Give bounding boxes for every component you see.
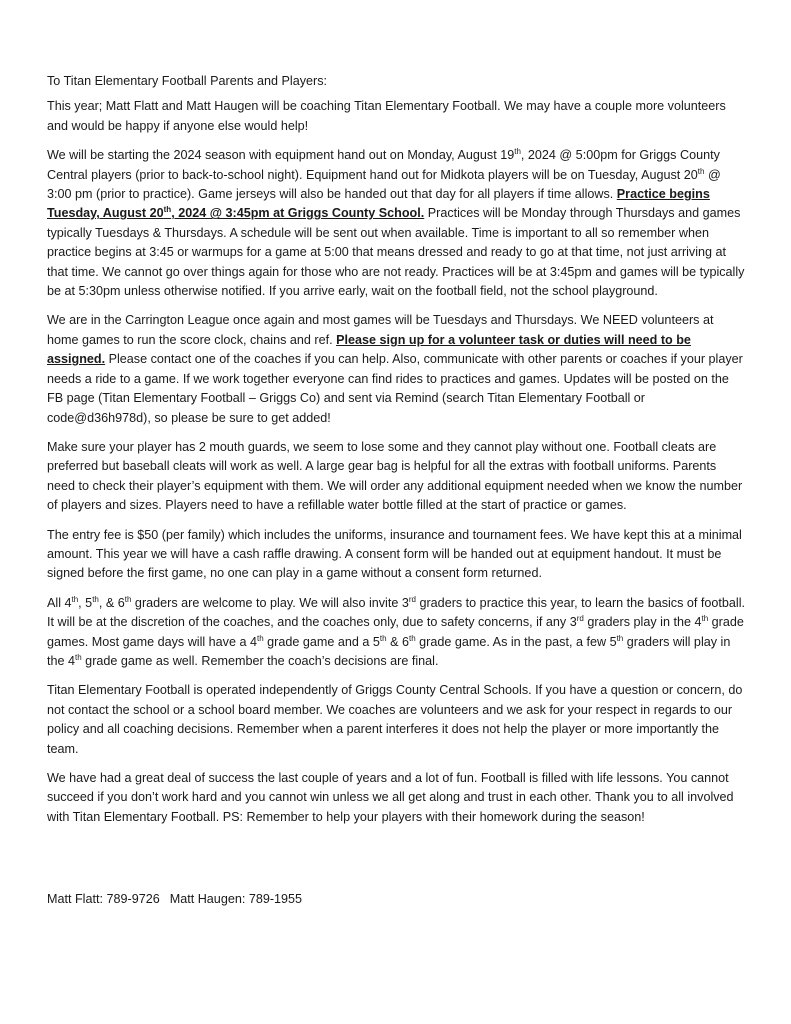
paragraph-coaches: This year; Matt Flatt and Matt Haugen will be coaching Titan Elementary Football. We may have a couple more volunteers and would be happy if anyone else would help!	[47, 99, 726, 133]
practice-start-date: Practice begins Tuesday, August 20	[47, 187, 710, 221]
volunteer-notice: Please sign up for a volunteer task or duties will need to be assigned.	[47, 332, 691, 367]
paragraph-grades: All 4th, 5th, & 6th graders are welcome to play. We will also invite 3rd graders to practice this year, to learn the basics of football. It will be at the discretion of the coaches, and the coaches only, due to safety concerns, if any 3rd graders play in the 4th grade games. Most game days will have a 4th grade game and a 5th & 6th grade game. As in the past, a few 5th graders will play in the 4th grade game as well. Remember the coach’s decisions are final.	[47, 594, 745, 668]
greeting: To Titan Elementary Football Parents and Players:	[47, 74, 328, 88]
paragraph-independence: Titan Elementary Football is operated independently of Griggs County Central Schools. If you have a question or concern, do not contact the school or a school board member. We coaches are volunteers and we ask for your respect in regards to our policy and all coaching decisions. Remember when a parent interferes it does not help the player or more importantly the team.	[47, 683, 743, 756]
contact-matt-flatt: Matt Flatt: 789-9726	[47, 892, 160, 906]
contact-line	[47, 890, 312, 909]
letter-body	[47, 72, 747, 837]
contact-matt-haugen: Matt Haugen: 789-1955	[169, 892, 303, 906]
paragraph-fees: The entry fee is $50 (per family) which includes the uniforms, insurance and tournament fees. We have kept this at a minimal amount. This year we will have a cash raffle drawing. A consent form will be handed out at equipment handout. It must be signed before the first game, no one can play in a game without a consent form returned.	[47, 527, 742, 581]
paragraph-equipment: Make sure your player has 2 mouth guards, we seem to lose some and they cannot play without one. Football cleats are preferred but baseball cleats will work as well. A large gear bag is helpful for all the extras with football uniforms. Parents need to check their player’s equipment with them. We will order any additional equipment needed when we know the number of players and sizes. Players need to have a refillable water bottle filled at the start of practice or games.	[47, 439, 743, 513]
practice-start-notice: Practice begins Tuesday, August 20th, 2024 @ 3:45pm at Griggs County School.	[47, 187, 710, 221]
paragraph-league: We are in the Carrington League once again and most games will be Tuesdays and Thursdays. We NEED volunteers at home games to run the score clock, chains and ref. Please sign up for a volunteer task or duties will need to be assigned. Please contact one of the coaches if you can help. Also, communicate with other parents or coaches if your player needs a ride to a game. If we work together everyone can find rides to practices and games. Updates will be posted on the FB page (Titan Elementary Football – Griggs Co) and sent via Remind (search Titan Elementary Football or code@d36h978d), so please be sure to get added!	[47, 313, 743, 425]
paragraph-schedule: We will be starting the 2024 season with equipment hand out on Monday, August 19th, 2024 @ 5:00pm for Griggs County Central players (prior to back-to-school night). Equipment hand out for Midkota players will be on Tuesday, August 20th @ 3:00 pm (prior to practice). Game jerseys will also be handed out that day for all players if time allows. Practice begins Tuesday, August 20th, 2024 @ 3:45pm at Griggs County School. Practices will be Monday through Thursdays and games typically Tuesdays & Thursdays. A schedule will be sent out when available. Time is important to all so remember when practice begins at 3:45 or warmups for a game at 5:00 that means dressed and ready to go at that time, not just arriving at that time. We cannot go over things again for those who are not ready. Practices will be at 3:45pm and games will be typically be at 5:30pm unless otherwise notified. If you arrive early, wait on the football field, not the school playground.	[47, 147, 745, 299]
paragraph-closing: We have had a great deal of success the last couple of years and a lot of fun. Football is filled with life lessons. You cannot succeed if you don’t work hard and you cannot win unless we all get along and trust in each other. Thank you to all involved with Titan Elementary Football. PS: Remember to help your players with their homework during the season!	[47, 771, 734, 824]
